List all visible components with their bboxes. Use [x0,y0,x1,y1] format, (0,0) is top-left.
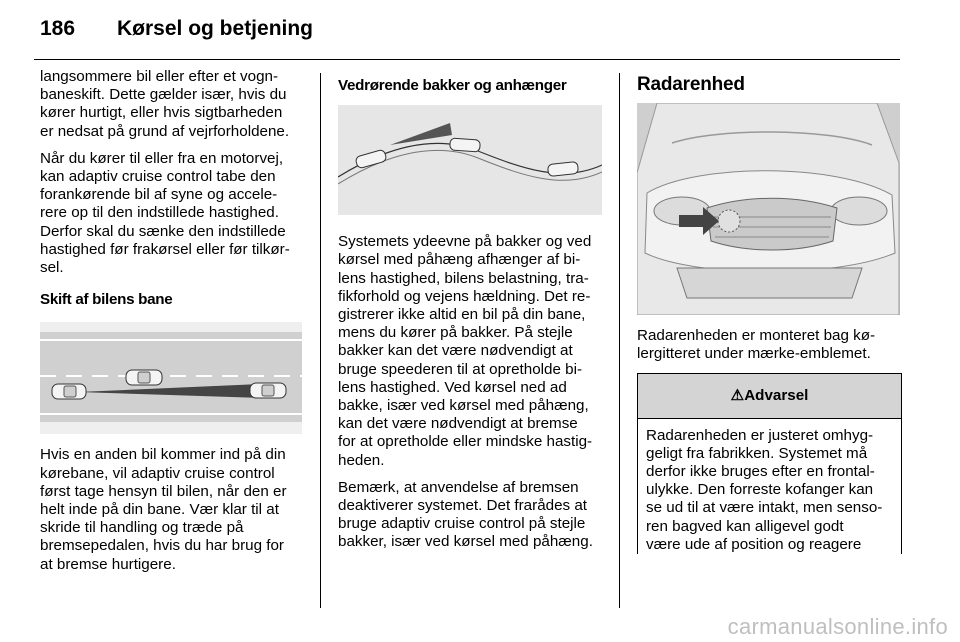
column-1 [40,68,306,583]
car-icon [547,162,578,177]
page-number: 186 [40,17,76,40]
text-line: baneskift. Dette gælder især, hvis du [40,86,287,104]
car-icon [52,384,86,399]
text-line: bruge adaptiv cruise control på stejle [338,515,586,533]
text-line: hastighed før frakørsel eller før tilkør- [40,240,290,258]
page-title: Kørsel og betjening [117,17,314,40]
text-line: at bremse hurtigere. [40,555,176,573]
text-line: lergitteret under mærke-emblemet. [637,345,871,363]
text-line: kører hurtigt, eller hvis sigtbarheden [40,104,283,122]
section-heading-lane-change: Skift af bilens bane [40,291,173,309]
text-line: bakker kan det være nødvendigt at [338,342,573,360]
text-line: Systemets ydeevne på bakker og ved [338,233,592,251]
text-line: kørebane, vil adaptiv cruise control [40,464,275,482]
header-rule [34,59,900,60]
radar-car-front-photo [637,103,900,315]
car-icon [126,370,162,385]
text-line: er nedsat på grund af vejrforholdene. [40,122,290,140]
section-heading-hills: Vedrørende bakker og anhænger [338,77,567,94]
lane-change-illustration [40,322,302,434]
watermark: carmanualsonline.info [727,614,948,639]
text-line: Radarenheden er monteret bag kø- [637,327,876,345]
text-line: bruge speederen til at opretholde bi- [338,360,583,378]
text-line: rere op til den indstillede hastighed. [40,204,279,222]
column-3 [637,76,903,554]
text-line: deaktiverer systemet. Det frarådes at [338,497,588,515]
column-divider-1 [320,73,321,608]
text-line: fikforhold og vejens hældning. Det re- [338,287,591,305]
text-line: gistrerer ikke altid en bil på din bane, [338,306,586,324]
text-line: langsommere bil eller efter et vogn- [40,68,279,85]
text-line: først tage hensyn til bilen, når den er [40,482,287,500]
text-line: bakker, især ved kørsel med påhæng. [338,533,593,551]
text-line: bremsepedalen, hvis du har brug for [40,537,284,555]
text-line: ren bagved kan alligevel godt [646,517,844,535]
column-divider-2 [619,73,620,608]
text-line: derfor ikke bruges efter en frontal- [646,463,875,481]
text-line: geligt fra fabrikken. Systemet må [646,444,868,462]
warning-header [638,374,901,419]
text-line: kan det være nødvendigt at bremse [338,415,578,433]
page-header [0,0,960,62]
text-line: se ud til at være intakt, men senso- [646,499,883,517]
paragraph-motorway [40,150,306,277]
text-line: Radarenheden er justeret omhyg- [646,426,874,444]
car-icon [250,383,286,398]
text-line: sel. [40,259,64,277]
text-line: skride til handling og træde på [40,519,244,537]
text-line: kørsel med påhæng afhænger af bi- [338,251,581,269]
text-line: helt inde på din bane. Vær klar til at [40,501,279,519]
section-heading-radar: Radarenhed [637,74,745,95]
text-line: Bemærk, at anvendelse af bremsen [338,478,579,496]
text-line: heden. [338,451,385,469]
text-line: bakke, især ved kørsel med påhæng, [338,397,589,415]
warning-title: Advarsel [744,386,809,404]
warning-box [637,373,902,554]
text-line: forankørende bil af syne og accele- [40,186,278,204]
hills-illustration [338,105,602,215]
paragraph-lane-change [40,446,306,573]
column-2 [338,77,606,561]
text-line: lens hastighed. Ved kørsel ned ad [338,378,567,396]
paragraph-motorway-intro [40,68,306,141]
text-line: Når du kører til eller fra en motorvej, [40,149,284,167]
car-icon [450,138,481,152]
warning-body [638,419,901,554]
text-line: mens du kører på bakker. På stejle [338,324,573,342]
warning-icon: ⚠ [730,386,745,404]
text-line: kan adaptiv cruise control tabe den [40,168,276,186]
paragraph-hills [338,233,606,470]
paragraph-radar [637,327,903,363]
text-line: ulykke. Den forreste kofanger kan [646,481,874,499]
paragraph-brake-note [338,479,606,552]
text-line: lens hastighed, bilens belastning, tra- [338,269,589,287]
text-line: Derfor skal du sænke den indstillede [40,222,286,240]
text-line: være ude af position og reagere [646,535,862,553]
text-line: for at opretholde eller mindske hastig- [338,433,593,451]
text-line: Hvis en anden bil kommer ind på din [40,446,286,464]
